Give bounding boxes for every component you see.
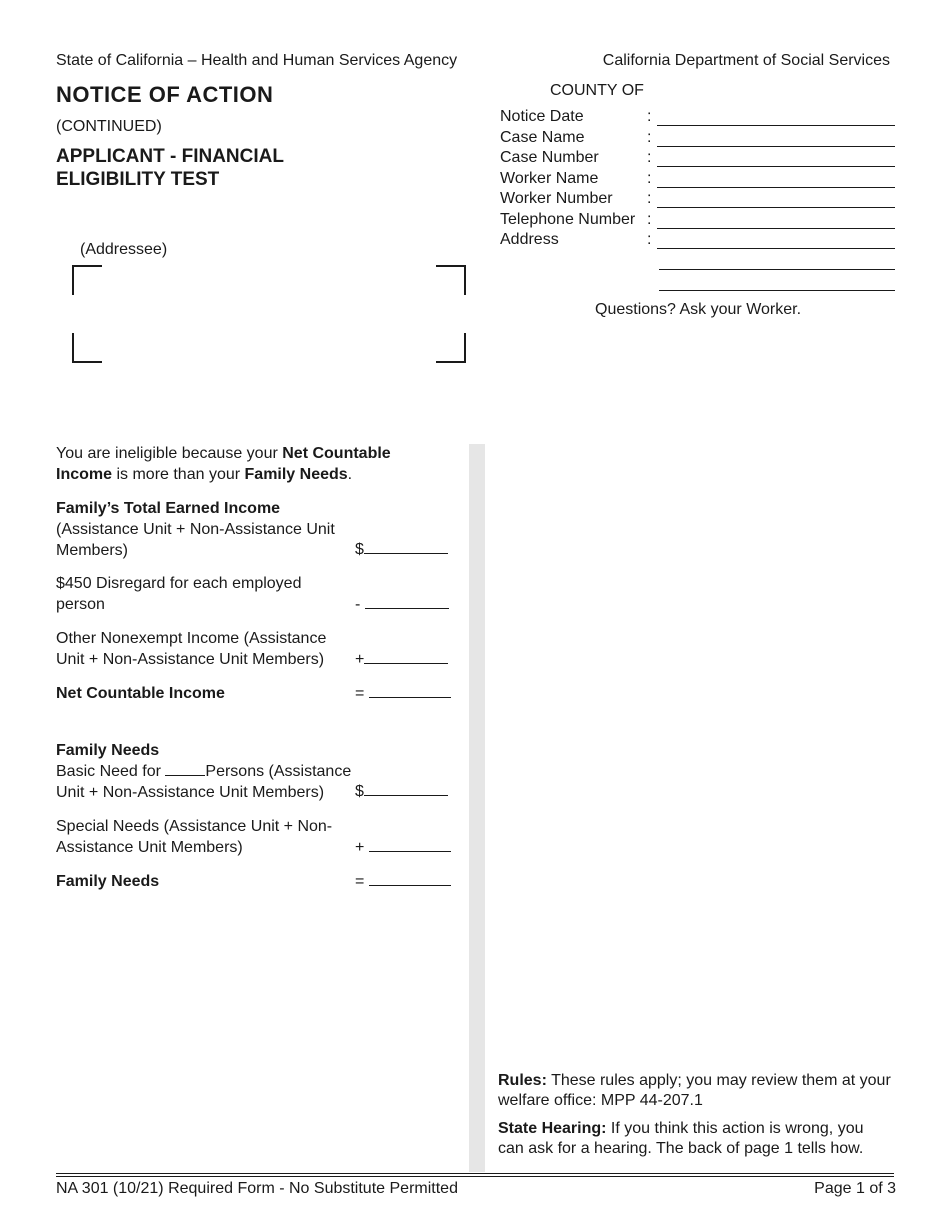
basic-need-pre: Basic Need for bbox=[56, 763, 166, 780]
state-hearing-paragraph bbox=[498, 1119, 893, 1159]
field-colon: : bbox=[647, 129, 652, 146]
rules-text: These rules apply; you may review them at your welfare office: MPP 44-207.1 bbox=[498, 1072, 891, 1109]
addressee-corner-bottom-right bbox=[436, 333, 466, 363]
rules-label: Rules: bbox=[498, 1072, 547, 1089]
intro-bold-1: Net Countable Income bbox=[56, 445, 391, 483]
field-colon: : bbox=[647, 231, 652, 248]
field-label: Telephone Number bbox=[500, 211, 636, 228]
dollar-sign: $ bbox=[355, 541, 364, 558]
other-income-amount[interactable] bbox=[355, 649, 448, 669]
disregard-amount[interactable] bbox=[355, 594, 449, 614]
form-subtitle: APPLICANT - FINANCIAL ELIGIBILITY TEST bbox=[56, 146, 284, 190]
net-income-blank[interactable] bbox=[369, 683, 451, 698]
intro-text-2: is more than your bbox=[112, 466, 245, 483]
column-divider bbox=[469, 444, 485, 1172]
family-needs-total-label bbox=[56, 871, 159, 892]
family-needs-total-amount[interactable] bbox=[355, 871, 451, 891]
basic-need-post: Persons (Assistance Unit + Non-Assistance Unit Members) bbox=[56, 763, 352, 801]
earned-income-title: Family’s Total Earned Income bbox=[56, 500, 281, 517]
telephone-number-input-line[interactable] bbox=[657, 228, 895, 229]
rules-paragraph bbox=[498, 1071, 893, 1111]
basic-need-blank[interactable] bbox=[364, 781, 448, 796]
intro-bold-2: Family Needs bbox=[244, 466, 348, 483]
other-income-label: Other Nonexempt Income (Assistance Unit + Non-Assistance Unit Members) bbox=[56, 630, 327, 668]
net-income-amount[interactable] bbox=[355, 683, 451, 703]
field-label: Case Number bbox=[500, 149, 599, 166]
field-label: Worker Name bbox=[500, 170, 599, 187]
field-colon: : bbox=[647, 190, 652, 207]
field-colon: : bbox=[647, 170, 652, 187]
field-colon: : bbox=[647, 211, 652, 228]
plus-sign: + bbox=[355, 651, 365, 668]
earned-income-desc: (Assistance Unit + Non-Assistance Unit Members) bbox=[56, 521, 335, 559]
address-input-line-2[interactable] bbox=[659, 269, 895, 270]
worker-name-input-line[interactable] bbox=[657, 187, 895, 188]
equals-sign: = bbox=[355, 685, 365, 702]
footer-rule bbox=[56, 1173, 894, 1174]
family-needs-title: Family Needs bbox=[56, 742, 160, 759]
net-income-title: Net Countable Income bbox=[56, 685, 225, 702]
case-name-input-line[interactable] bbox=[657, 146, 895, 147]
earned-income-block bbox=[56, 498, 336, 561]
state-hearing-label: State Hearing: bbox=[498, 1120, 607, 1137]
worker-number-input-line[interactable] bbox=[657, 207, 895, 208]
minus-sign: - bbox=[355, 596, 361, 613]
address-input-line[interactable] bbox=[657, 248, 895, 249]
addressee-corner-bottom-left bbox=[72, 333, 102, 363]
field-colon: : bbox=[647, 149, 652, 166]
basic-need-amount[interactable] bbox=[355, 781, 448, 801]
equals-sign: = bbox=[355, 873, 365, 890]
special-needs-label: Special Needs (Assistance Unit + Non-Assistance Unit Members) bbox=[56, 818, 333, 856]
county-label: COUNTY OF bbox=[550, 82, 644, 99]
state-hearing-text: If you think this action is wrong, you can ask for a hearing. The back of page 1 tells how. bbox=[498, 1120, 864, 1157]
case-number-input-line[interactable] bbox=[657, 166, 895, 167]
questions-note: Questions? Ask your Worker. bbox=[595, 301, 802, 318]
agency-header: State of California – Health and Human Services Agency bbox=[56, 52, 458, 69]
disregard-blank[interactable] bbox=[365, 594, 449, 609]
plus-sign: + bbox=[355, 839, 365, 856]
dollar-sign: $ bbox=[355, 783, 364, 800]
addressee-label: (Addressee) bbox=[80, 241, 168, 258]
footer-rule bbox=[56, 1176, 894, 1177]
net-income-label bbox=[56, 683, 225, 704]
field-label: Address bbox=[500, 231, 559, 248]
field-label: Case Name bbox=[500, 129, 585, 146]
addressee-corner-top-left bbox=[72, 265, 102, 295]
family-needs-block bbox=[56, 740, 376, 803]
continued-label: (CONTINUED) bbox=[56, 118, 162, 135]
intro-text-3: . bbox=[347, 466, 353, 483]
earned-income-blank[interactable] bbox=[364, 539, 448, 554]
page-number: Page 1 of 3 bbox=[814, 1180, 896, 1197]
special-needs-amount[interactable] bbox=[355, 837, 451, 857]
other-income-blank[interactable] bbox=[364, 649, 448, 664]
intro-text-1: You are ineligible because your bbox=[56, 445, 283, 462]
earned-income-amount[interactable] bbox=[355, 539, 448, 559]
ineligibility-statement bbox=[56, 443, 436, 485]
field-label: Notice Date bbox=[500, 108, 584, 125]
special-needs-blank[interactable] bbox=[369, 837, 451, 852]
family-needs-total-title: Family Needs bbox=[56, 873, 160, 890]
disregard-label: $450 Disregard for each employed person bbox=[56, 575, 302, 613]
field-label: Worker Number bbox=[500, 190, 613, 207]
form-identifier: NA 301 (10/21) Required Form - No Substitute Permitted bbox=[56, 1180, 458, 1197]
address-input-line-3[interactable] bbox=[659, 290, 895, 291]
department-header: California Department of Social Services bbox=[602, 52, 890, 69]
family-needs-total-blank[interactable] bbox=[369, 871, 451, 886]
addressee-corner-top-right bbox=[436, 265, 466, 295]
page-title: NOTICE OF ACTION bbox=[56, 82, 274, 107]
field-colon: : bbox=[647, 108, 652, 125]
notice-date-input-line[interactable] bbox=[657, 125, 895, 126]
persons-count-blank[interactable] bbox=[165, 761, 205, 776]
